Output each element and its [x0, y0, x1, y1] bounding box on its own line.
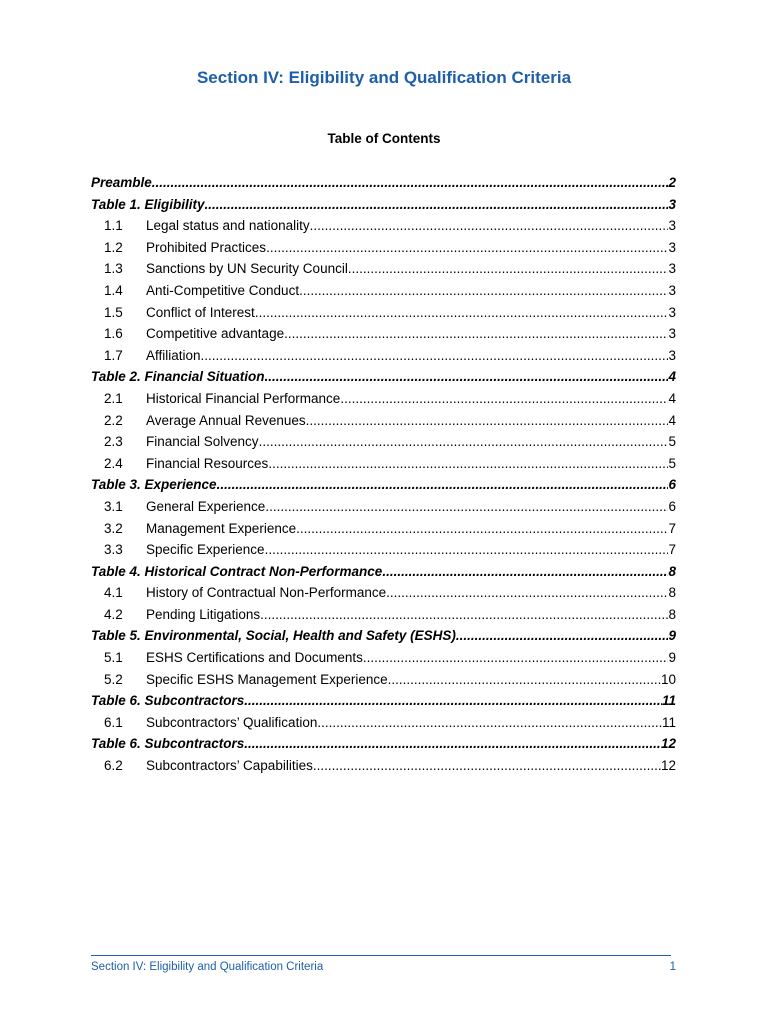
toc-entry[interactable]: [91, 431, 676, 453]
toc-entry-title: Prohibited Practices: [146, 239, 267, 255]
toc-dot-leader: [255, 302, 669, 324]
toc-entry-page: 11: [661, 714, 676, 730]
toc-entry[interactable]: [91, 194, 676, 216]
toc-entry[interactable]: [91, 388, 676, 410]
toc-entry-page: 10: [660, 671, 676, 687]
toc-entry-page: 4: [668, 390, 676, 406]
toc-entry[interactable]: [91, 690, 676, 712]
toc-entry-title: Subcontractors’ Capabilities: [146, 758, 313, 774]
toc-entry-number: 5.2: [104, 671, 123, 687]
toc-entry-page: 3: [668, 196, 676, 212]
toc-entry[interactable]: [91, 518, 676, 540]
toc-entry-page: 9: [668, 628, 676, 644]
toc-entry-number: 1.6: [104, 326, 123, 342]
toc-entry[interactable]: [91, 410, 676, 432]
toc-dot-leader: [201, 345, 669, 367]
toc-dot-leader: [388, 669, 661, 691]
toc-entry[interactable]: [91, 582, 676, 604]
toc-dot-leader: [299, 280, 668, 302]
toc-entry-number: 1.1: [104, 218, 123, 234]
toc-dot-leader: [306, 410, 669, 432]
toc-entry-title: Affiliation: [146, 347, 201, 363]
toc-entry[interactable]: [91, 561, 676, 583]
toc-entry[interactable]: [91, 366, 676, 388]
toc-entry-title: Specific ESHS Management Experience: [146, 671, 388, 687]
toc-entry[interactable]: [91, 625, 676, 647]
table-of-contents: [91, 172, 676, 777]
toc-entry-page: 9: [668, 650, 676, 666]
toc-entry-page: 3: [668, 218, 676, 234]
toc-dot-leader: [217, 474, 669, 496]
toc-entry-title: Competitive advantage: [146, 326, 285, 342]
toc-dot-leader: [152, 172, 669, 194]
toc-dot-leader: [456, 625, 669, 647]
toc-entry-page: 12: [660, 736, 676, 752]
toc-entry[interactable]: [91, 647, 676, 669]
toc-entry[interactable]: [91, 669, 676, 691]
toc-dot-leader: [268, 453, 668, 475]
footer-divider: [91, 955, 671, 956]
toc-dot-leader: [265, 539, 669, 561]
toc-entry-page: 3: [668, 304, 676, 320]
toc-dot-leader: [284, 323, 668, 345]
toc-entry-page: 7: [668, 542, 676, 558]
toc-entry-page: 2: [668, 175, 676, 190]
toc-entry-number: 3.2: [104, 520, 123, 536]
toc-entry-page: 8: [668, 563, 676, 579]
toc-entry[interactable]: [91, 345, 676, 367]
toc-entry[interactable]: [91, 280, 676, 302]
toc-entry[interactable]: [91, 712, 676, 734]
toc-entry-page: 5: [668, 455, 676, 471]
toc-entry-number: 5.1: [104, 650, 123, 666]
toc-entry-number: 2.3: [104, 434, 123, 450]
toc-entry-page: 5: [668, 434, 676, 450]
toc-entry-title: Table 3. Experience: [91, 477, 217, 493]
toc-entry-title: Historical Financial Performance: [146, 390, 341, 406]
toc-entry-title: Financial Solvency: [146, 434, 259, 450]
toc-entry-title: Preamble: [91, 175, 152, 190]
toc-dot-leader: [382, 561, 668, 583]
toc-entry-page: 3: [668, 239, 676, 255]
toc-entry-title: Subcontractors’ Qualification: [146, 714, 318, 730]
toc-entry-number: 1.7: [104, 347, 123, 363]
toc-entry-number: 6.2: [104, 758, 123, 774]
toc-entry-page: 3: [668, 282, 676, 298]
toc-entry[interactable]: [91, 604, 676, 626]
toc-entry[interactable]: [91, 237, 676, 259]
toc-entry-number: 1.4: [104, 282, 123, 298]
toc-entry[interactable]: [91, 755, 676, 777]
toc-entry-title: Table 6. Subcontractors: [91, 736, 245, 752]
toc-dot-leader: [317, 712, 662, 734]
document-title: Section IV: Eligibility and Qualification Criteria: [196, 68, 572, 87]
footer-section-title: Section IV: Eligibility and Qualification Criteria: [91, 961, 324, 973]
toc-entry-page: 3: [668, 261, 676, 277]
toc-entry-number: 2.2: [104, 412, 123, 428]
toc-entry[interactable]: [91, 258, 676, 280]
toc-entry-page: 8: [668, 585, 676, 601]
toc-entry-number: 3.3: [104, 542, 123, 558]
toc-entry-title: Table 4. Historical Contract Non-Performance: [91, 563, 383, 579]
toc-entry-page: 3: [668, 347, 676, 363]
toc-entry[interactable]: [91, 733, 676, 755]
toc-entry-number: 6.1: [104, 714, 123, 730]
toc-entry-title: Table 1. Eligibility: [91, 196, 205, 212]
toc-entry[interactable]: [91, 323, 676, 345]
toc-entry-title: Legal status and nationality: [146, 218, 310, 234]
toc-entry-number: 3.1: [104, 498, 123, 514]
toc-entry-title: Financial Resources: [146, 455, 269, 471]
toc-entry[interactable]: [91, 539, 676, 561]
footer-page-number: 1: [669, 961, 676, 973]
toc-entry-number: 1.3: [104, 261, 123, 277]
toc-entry-page: 6: [668, 498, 676, 514]
toc-entry-page: 12: [660, 758, 676, 774]
toc-entry-page: 6: [668, 477, 676, 493]
toc-dot-leader: [265, 366, 669, 388]
toc-entry-title: Anti-Competitive Conduct: [146, 282, 300, 298]
toc-entry-title: Specific Experience: [146, 542, 265, 558]
toc-entry-title: General Experience: [146, 498, 266, 514]
toc-dot-leader: [340, 388, 668, 410]
toc-heading: Table of Contents: [327, 131, 441, 146]
toc-entry[interactable]: [91, 474, 676, 496]
toc-entry-title: Table 5. Environmental, Social, Health and Safety (ESHS): [91, 628, 456, 644]
toc-entry-page: 8: [668, 606, 676, 622]
toc-dot-leader: [310, 215, 669, 237]
toc-entry[interactable]: [91, 302, 676, 324]
toc-entry-page: 7: [668, 520, 676, 536]
toc-entry-title: Pending Litigations: [146, 606, 261, 622]
toc-entry-title: Conflict of Interest: [146, 304, 255, 320]
toc-dot-leader: [348, 258, 669, 280]
toc-entry-page: 4: [668, 412, 676, 428]
toc-dot-leader: [259, 431, 669, 453]
toc-dot-leader: [313, 755, 661, 777]
toc-dot-leader: [265, 496, 668, 518]
toc-entry-number: 4.2: [104, 606, 123, 622]
toc-entry-title: Sanctions by UN Security Council: [146, 261, 348, 277]
toc-dot-leader: [205, 194, 669, 216]
toc-dot-leader: [296, 518, 668, 540]
toc-entry-number: 2.1: [104, 390, 123, 406]
toc-entry-title: History of Contractual Non-Performance: [146, 585, 387, 601]
toc-dot-leader: [260, 604, 668, 626]
toc-entry-title: Table 6. Subcontractors: [91, 693, 245, 709]
toc-entry-page: 4: [668, 369, 676, 385]
toc-entry-number: 2.4: [104, 455, 123, 471]
toc-entry-title: Average Annual Revenues: [146, 412, 306, 428]
toc-dot-leader: [244, 690, 662, 712]
toc-dot-leader: [244, 733, 661, 755]
toc-entry-page: 11: [661, 693, 676, 709]
toc-entry-number: 1.5: [104, 304, 123, 320]
toc-entry-page: 3: [668, 326, 676, 342]
toc-dot-leader: [363, 647, 669, 669]
toc-entry[interactable]: [91, 215, 676, 237]
toc-entry-title: Table 2. Financial Situation: [91, 369, 265, 385]
toc-entry-title: ESHS Certifications and Documents: [146, 650, 363, 666]
toc-entry-number: 4.1: [104, 585, 123, 601]
toc-entry[interactable]: [91, 496, 676, 518]
toc-entry[interactable]: [91, 453, 676, 475]
toc-entry[interactable]: [91, 172, 676, 194]
toc-entry-title: Management Experience: [146, 520, 297, 536]
toc-dot-leader: [266, 237, 668, 259]
toc-dot-leader: [386, 582, 668, 604]
toc-entry-number: 1.2: [104, 239, 123, 255]
